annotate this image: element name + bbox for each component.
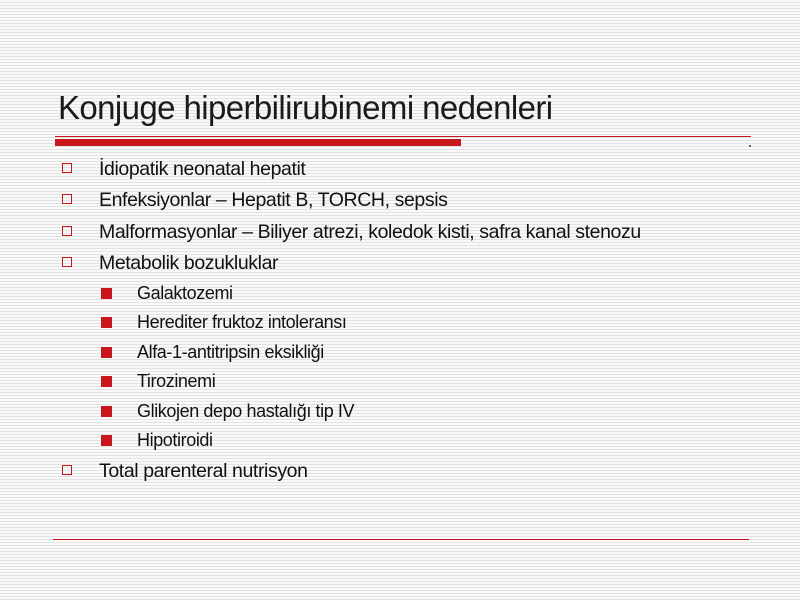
hollow-square-bullet-icon xyxy=(62,465,72,475)
list-item-text: İdiopatik neonatal hepatit xyxy=(99,158,306,180)
hollow-square-bullet-icon xyxy=(62,163,72,173)
hollow-square-bullet-icon xyxy=(62,194,72,204)
sub-list-item-text: Glikojen depo hastalığı tip IV xyxy=(137,401,355,421)
filled-square-bullet-icon xyxy=(101,406,112,417)
filled-square-bullet-icon xyxy=(101,347,112,358)
list-item-text: Enfeksiyonlar – Hepatit B, TORCH, sepsis xyxy=(99,189,448,211)
sub-list-item-text: Herediter fruktoz intoleransı xyxy=(137,312,347,332)
list-item-text: Metabolik bozukluklar xyxy=(99,252,279,274)
slide-title: Konjuge hiperbilirubinemi nedenleri xyxy=(58,89,553,126)
filled-square-bullet-icon xyxy=(101,435,112,446)
filled-square-bullet-icon xyxy=(101,317,112,328)
hollow-square-bullet-icon xyxy=(62,226,72,236)
list-item-text: Malformasyonlar – Biliyer atrezi, koledok kisti, safra kanal stenozu xyxy=(99,221,641,243)
sub-list-item-text: Tirozinemi xyxy=(137,371,216,391)
filled-square-bullet-icon xyxy=(101,288,112,299)
list-item-text: Total parenteral nutrisyon xyxy=(99,460,308,482)
filled-square-bullet-icon xyxy=(101,376,112,387)
sub-list-item-text: Alfa-1-antitripsin eksikliği xyxy=(137,342,324,362)
footer-rule xyxy=(53,539,749,540)
sub-list-item-text: Galaktozemi xyxy=(137,283,233,303)
sub-list-item-text: Hipotiroidi xyxy=(137,430,213,450)
hollow-square-bullet-icon xyxy=(62,257,72,267)
